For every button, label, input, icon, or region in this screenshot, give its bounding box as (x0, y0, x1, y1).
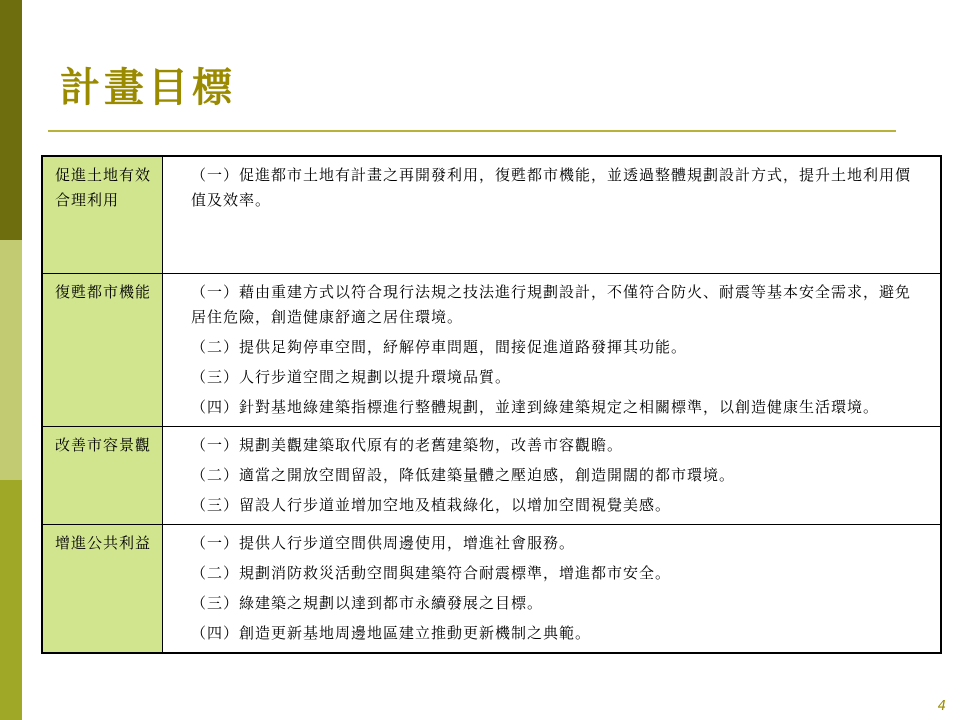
list-item: （二）規劃消防救災活動空間與建築符合耐震標準，增進都市安全。 (191, 563, 672, 582)
category-cell: 增進公共利益 (42, 524, 163, 653)
items-cell (163, 156, 942, 273)
title-divider (48, 130, 896, 132)
list-item: （三）綠建築之規劃以達到都市永續發展之目標。 (191, 593, 544, 612)
table-row (42, 426, 941, 524)
list-item: （一）規劃美觀建築取代原有的老舊建築物，改善市容觀瞻。 (191, 435, 624, 454)
list-item: （三）留設人行步道並增加空地及植栽綠化，以增加空間視覺美感。 (191, 495, 672, 514)
list-item: （四）創造更新基地周邊地區建立推動更新機制之典範。 (191, 623, 592, 642)
sidebar-accent-middle (0, 240, 22, 480)
table-row (42, 273, 941, 426)
slide-title: 計畫目標 (60, 64, 236, 111)
list-item: （二）適當之開放空間留設，降低建築量體之壓迫感，創造開闊的都市環境。 (191, 465, 736, 484)
category-cell: 促進土地有效合理利用 (42, 156, 163, 273)
list-item: （二）提供足夠停車空間，紓解停車問題，間接促進道路發揮其功能。 (191, 337, 688, 356)
goals-table (41, 155, 942, 654)
table-row (42, 524, 941, 653)
category-cell: 改善市容景觀 (42, 426, 163, 524)
list-item: （三）人行步道空間之規劃以提升環境品質。 (191, 367, 512, 386)
category-cell: 復甦都市機能 (42, 273, 163, 426)
items-cell (163, 273, 942, 426)
items-cell (163, 524, 942, 653)
list-item: （一）促進都市土地有計畫之再開發利用，復甦都市機能，並透過整體規劃設計方式，提升土地利用價值及效率。 (191, 166, 912, 209)
list-item: （一）提供人行步道空間供周邊使用，增進社會服務。 (191, 533, 576, 552)
list-item: （四）針對基地綠建築指標進行整體規劃，並達到綠建築規定之相關標準，以創造健康生活環境。 (191, 397, 880, 416)
table-row (42, 156, 941, 273)
items-cell (163, 426, 942, 524)
list-item: （一）藉由重建方式以符合現行法規之技法進行規劃設計，不僅符合防火、耐震等基本安全需求，避免居住危險，創造健康舒適之居住環境。 (191, 282, 912, 326)
sidebar-accent-bottom (0, 480, 22, 720)
page-number: 4 (937, 699, 946, 714)
sidebar-accent-top (0, 0, 22, 240)
